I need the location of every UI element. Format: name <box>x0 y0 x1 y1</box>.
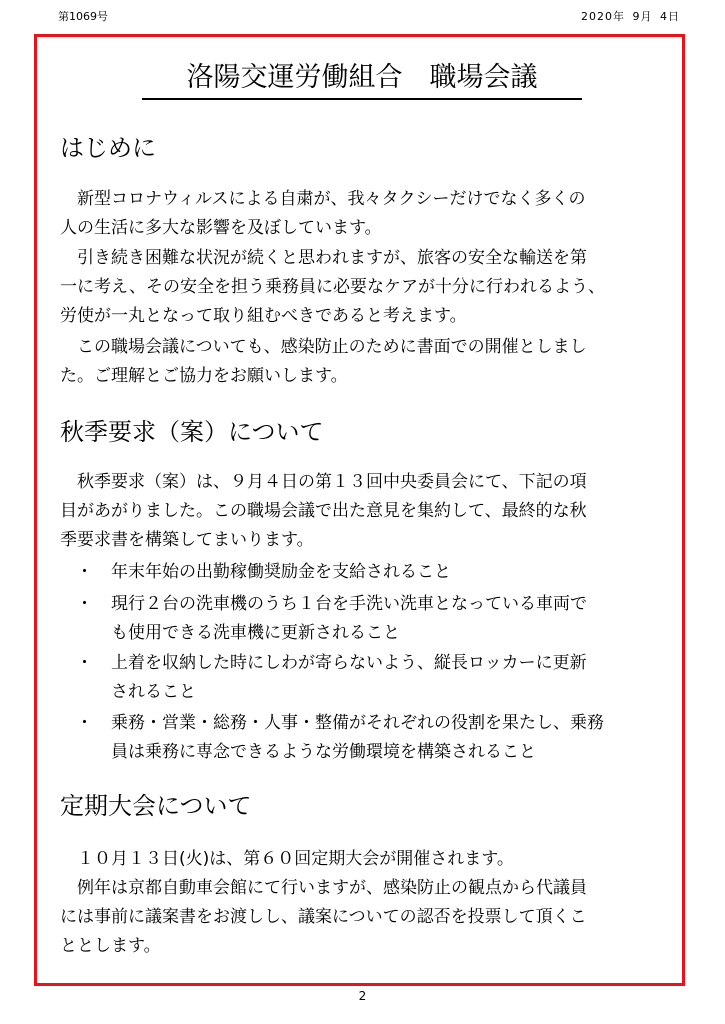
paragraph <box>60 874 672 961</box>
paragraph-line: 季要求書を構築してまいります。 <box>60 530 314 550</box>
paragraph <box>60 468 672 555</box>
list-item <box>111 709 676 767</box>
page-title: 洛陽交運労働組合 職場会議 <box>142 60 582 100</box>
bullet-marker: ・ <box>76 713 93 733</box>
paragraph-line: １０月１３日(火)は、第６０回定期大会が開催されます。 <box>60 849 514 869</box>
list-item <box>111 590 676 648</box>
paragraph-line: 一に考え、その安全を担う乗務員に必要なケアが十分に行われるよう、 <box>60 277 606 297</box>
paragraph-line: 人の生活に多大な影響を及ぼしています。 <box>60 218 382 238</box>
issue-number: 第1069号 <box>58 10 108 23</box>
paragraph-line: 秋季要求（案）は、９月４日の第１３回中央委員会にて、下記の項 <box>60 472 587 492</box>
paragraph-line: 新型コロナウィルスによる自粛が、我々タクシーだけでなく多くの <box>60 189 586 209</box>
section-heading-intro: はじめに <box>60 134 156 162</box>
bullet-marker: ・ <box>76 653 93 673</box>
issue-date: 2020年 9月 4日 <box>581 10 680 23</box>
paragraph <box>60 845 672 874</box>
paragraph-line: ととします。 <box>60 936 161 956</box>
paragraph <box>60 244 672 331</box>
paragraph-line: 労使が一丸となって取り組むべきであると考えます。 <box>60 306 467 326</box>
paragraph <box>60 185 672 243</box>
list-item-line: されること <box>111 682 196 702</box>
list-item-line: 乗務・営業・総務・人事・整備がそれぞれの役割を果たし、乗務 <box>111 713 604 733</box>
paragraph-line: には事前に議案書をお渡しし、議案についての認否を投票して頂くこ <box>60 907 587 927</box>
list-item <box>111 649 676 707</box>
list-item <box>111 558 676 587</box>
list-item-line: も使用できる洗車機に更新されること <box>111 623 400 643</box>
section-heading-general-meeting: 定期大会について <box>60 792 252 820</box>
paragraph-line: 例年は京都自動車会館にて行いますが、感染防止の観点から代議員 <box>60 878 587 898</box>
list-item-line: 上着を収納した時にしわが寄らないよう、縦長ロッカーに更新 <box>111 653 587 673</box>
paragraph-line: この職場会議についても、感染防止のために書面での開催としまし <box>60 337 587 357</box>
page-number: 2 <box>358 989 367 1003</box>
paragraph-line: た。ご理解とご協力をお願いします。 <box>60 366 348 386</box>
list-item-line: 年末年始の出勤稼働奨励金を支給されること <box>111 562 451 582</box>
list-item-line: 員は乗務に専念できるような労働環境を構築されること <box>111 742 536 762</box>
paragraph-line: 引き続き困難な状況が続くと思われますが、旅客の安全な輸送を第 <box>60 248 587 268</box>
bullet-marker: ・ <box>76 562 93 582</box>
section-heading-autumn-demands: 秋季要求（案）について <box>60 418 324 446</box>
list-item-line: 現行２台の洗車機のうち１台を手洗い洗車となっている車両で <box>111 594 587 614</box>
paragraph-line: 目があがりました。この職場会議で出た意見を集約して、最終的な秋 <box>60 501 587 521</box>
paragraph <box>60 333 672 391</box>
bullet-marker: ・ <box>76 594 93 614</box>
